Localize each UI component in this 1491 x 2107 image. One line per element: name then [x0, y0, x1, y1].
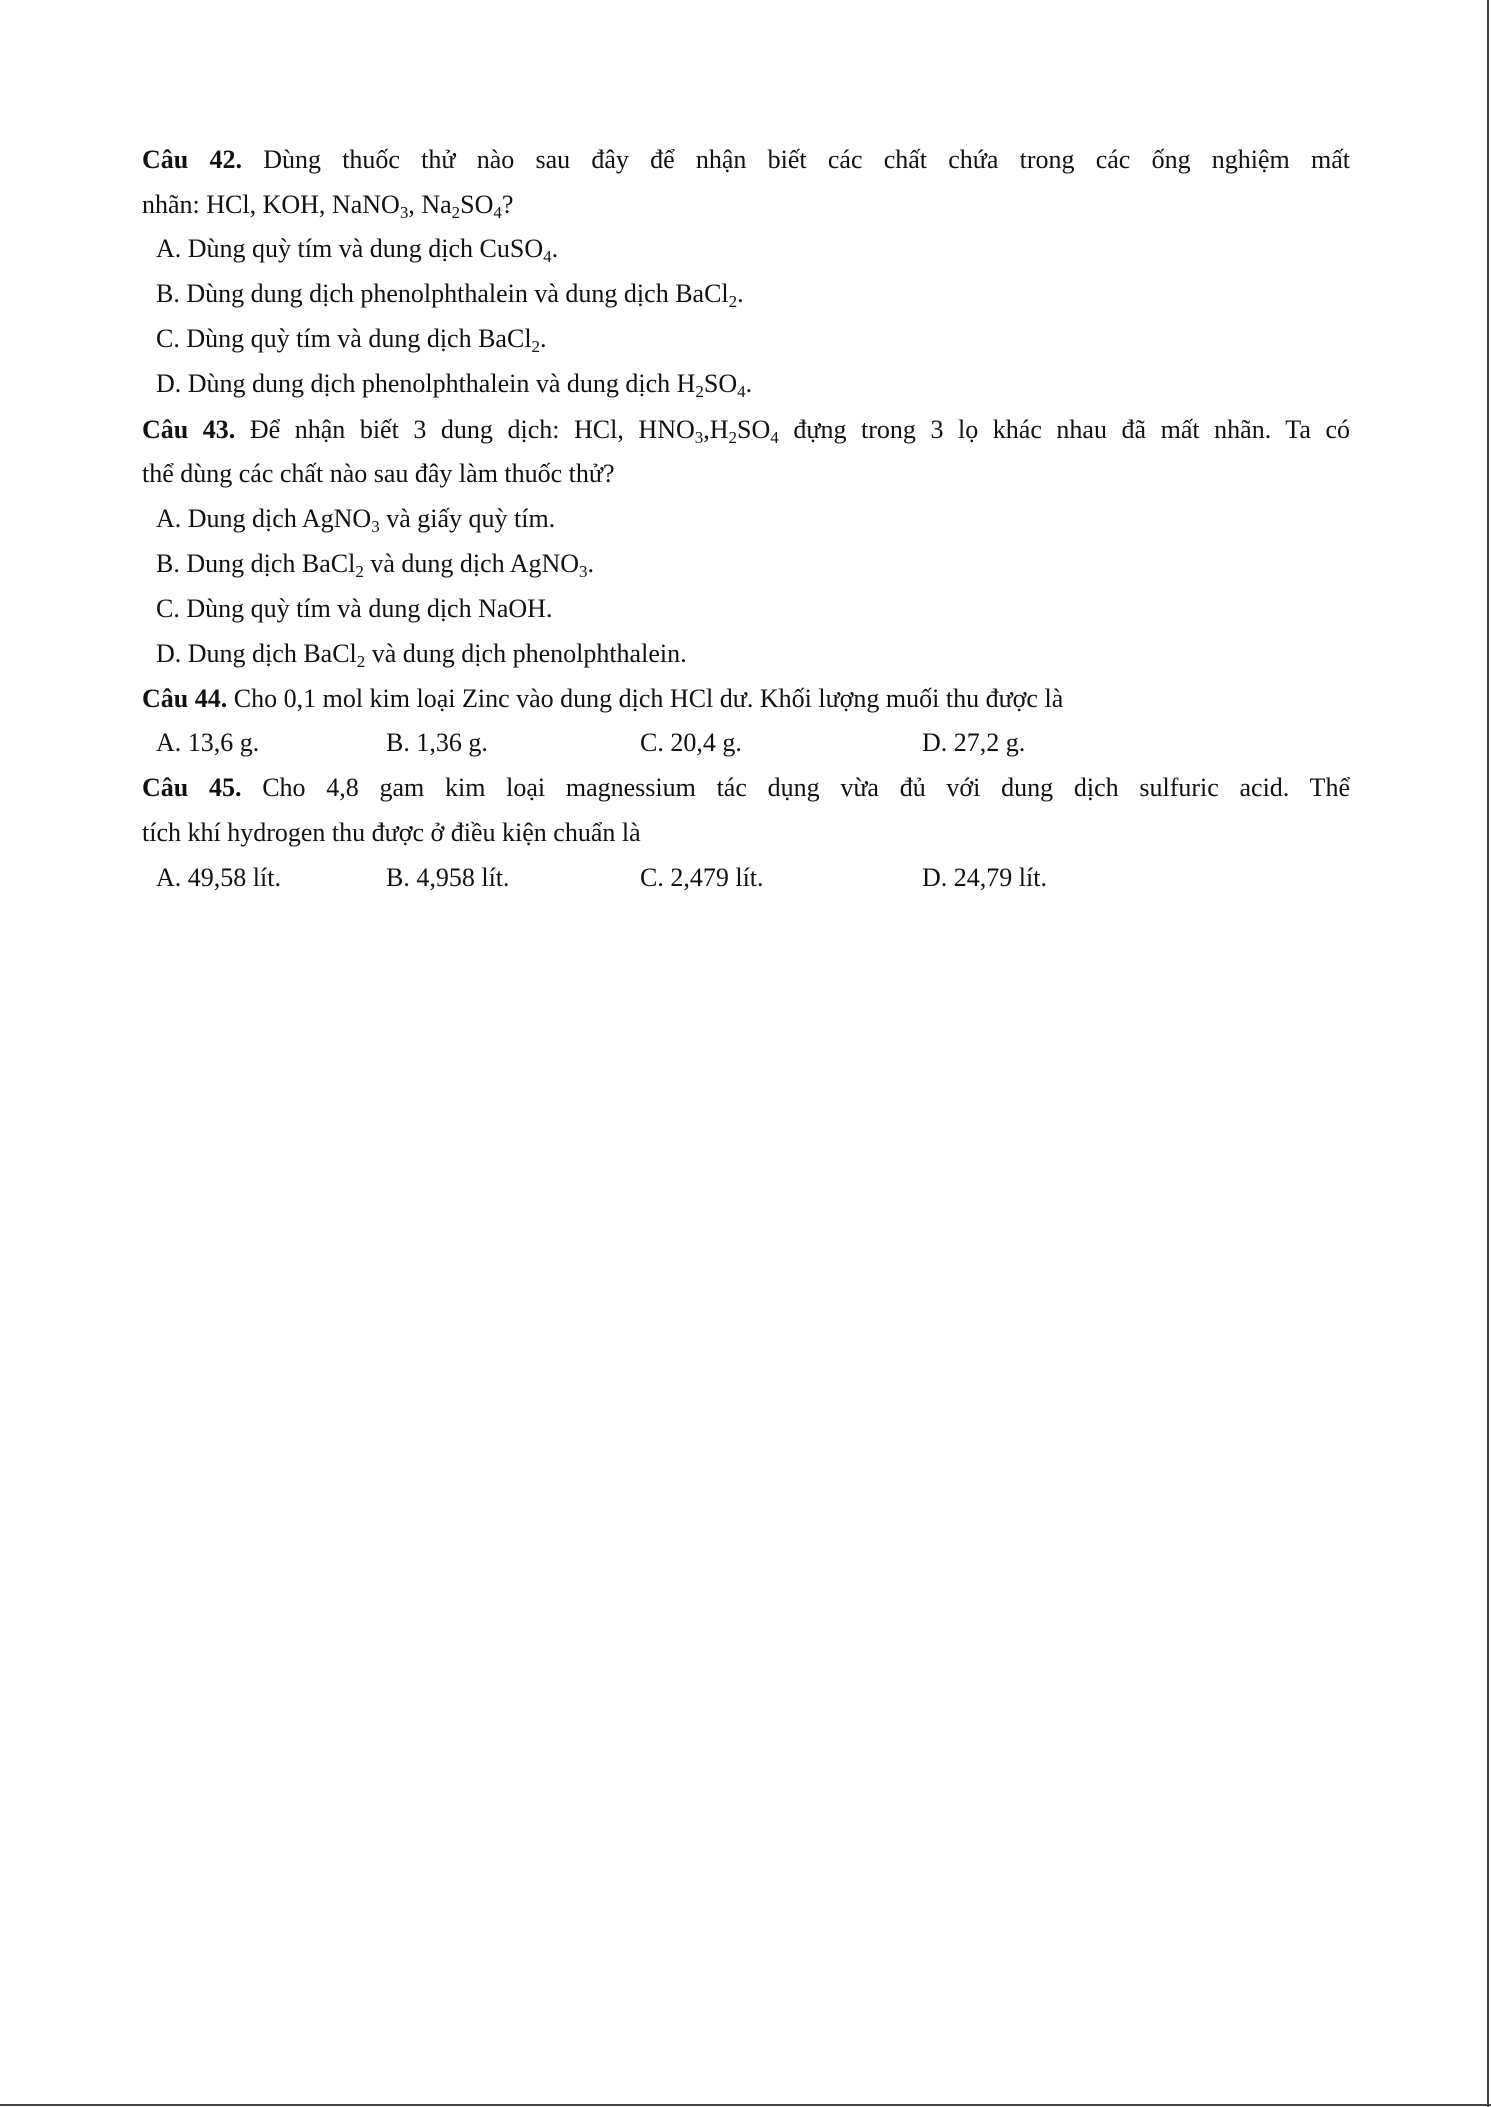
option-text: . [737, 279, 744, 308]
stem-text: SO [460, 190, 494, 219]
stem-text: SO [737, 415, 771, 444]
question-42-stem-text: Dùng thuốc thử nào sau đây để nhận biết các chất chứa trong các ống nghiệm mất [241, 145, 1350, 174]
question-45-option-c: C. 2,479 lít. [640, 863, 764, 892]
question-43-stem-line2: thể dùng các chất nào sau đây làm thuốc thử? [142, 459, 615, 488]
stem-text: nhãn: HCl, KOH, NaNO [142, 190, 400, 219]
question-43-option-a [156, 502, 555, 536]
question-42-option-d [156, 367, 752, 401]
option-text: A. Dung dịch AgNO [156, 504, 372, 533]
subscript: 4 [770, 428, 779, 447]
question-43-option-c [156, 592, 552, 626]
option-text: và dung dịch phenolphthalein. [365, 639, 687, 668]
stem-text: Để nhận biết 3 dung dịch: HCl, HNO [235, 415, 695, 444]
subscript: 2 [355, 562, 364, 581]
question-42-stem-line1 [142, 143, 1350, 177]
question-42-label: Câu 42. [142, 145, 242, 174]
stem-text: ,H [703, 415, 729, 444]
option-text: B. Dùng dung dịch phenolphthalein và dung dịch BaCl [156, 279, 729, 308]
question-43-stem-line1 [142, 413, 1350, 447]
question-44-stem-line1 [142, 682, 1063, 716]
question-44-label: Câu 44. [142, 684, 228, 713]
stem-text: , Na [408, 190, 452, 219]
option-text: và dung dịch AgNO [363, 549, 580, 578]
subscript: 2 [695, 382, 704, 401]
question-45-stem-text: Cho 4,8 gam kim loại magnessium tác dụng vừa đủ với dung dịch sulfuric acid. Thể [241, 773, 1350, 802]
question-45-option-d: D. 24,79 lít. [922, 863, 1047, 892]
question-43-option-d [156, 637, 687, 671]
subscript: 4 [493, 203, 502, 222]
question-44-option-a: A. 13,6 g. [156, 728, 260, 757]
question-43-option-b [156, 547, 594, 581]
subscript: 3 [399, 203, 409, 222]
question-42-option-c [156, 322, 547, 356]
subscript: 3 [694, 428, 704, 447]
option-text: A. Dùng quỳ tím và dung dịch CuSO [156, 234, 544, 263]
subscript: 2 [728, 292, 738, 311]
option-text: . [745, 369, 753, 398]
question-44-stem-text: Cho 0,1 mol kim loại Zinc vào dung dịch HCl dư. Khối lượng muối thu được là [227, 684, 1064, 713]
question-45-stem-line1 [142, 771, 1350, 805]
stem-text: đựng trong 3 lọ khác nhau đã mất nhãn. Ta có [778, 415, 1350, 444]
subscript: 2 [728, 428, 738, 447]
page-border-right [1487, 0, 1489, 2107]
subscript: 4 [543, 247, 552, 266]
question-45-option-b: B. 4,958 lít. [386, 863, 510, 892]
question-42-option-a [156, 232, 558, 266]
stem-text: ? [501, 190, 514, 219]
option-text: và giấy quỳ tím. [379, 504, 556, 533]
question-45-option-a: A. 49,58 lít. [156, 863, 281, 892]
option-text: C. Dùng quỳ tím và dung dịch NaOH. [156, 594, 553, 623]
option-text: . [551, 234, 559, 263]
subscript: 3 [579, 562, 588, 581]
option-text: . [587, 549, 595, 578]
subscript: 4 [737, 382, 746, 401]
option-text: B. Dung dịch BaCl [156, 549, 356, 578]
question-43-label: Câu 43. [142, 415, 236, 444]
question-42-option-b [156, 277, 744, 311]
question-45-label: Câu 45. [142, 773, 242, 802]
subscript: 3 [371, 517, 380, 536]
option-text: D. Dùng dung dịch phenolphthalein và dung dịch H [156, 369, 696, 398]
option-text: C. Dùng quỳ tím và dung dịch BaCl [156, 324, 532, 353]
question-44-option-c: C. 20,4 g. [640, 728, 742, 757]
subscript: 2 [451, 203, 461, 222]
subscript: 2 [531, 337, 541, 356]
question-44-option-d: D. 27,2 g. [922, 728, 1026, 757]
question-42-stem-line2 [142, 188, 513, 222]
option-text: D. Dung dịch BaCl [156, 639, 357, 668]
subscript: 2 [356, 652, 366, 671]
question-45-stem-line2: tích khí hydrogen thu được ở điều kiện chuẩn là [142, 818, 641, 847]
option-text: SO [703, 369, 738, 398]
option-text: . [540, 324, 547, 353]
page-border-bottom [0, 2104, 1491, 2106]
question-44-option-b: B. 1,36 g. [386, 728, 488, 757]
